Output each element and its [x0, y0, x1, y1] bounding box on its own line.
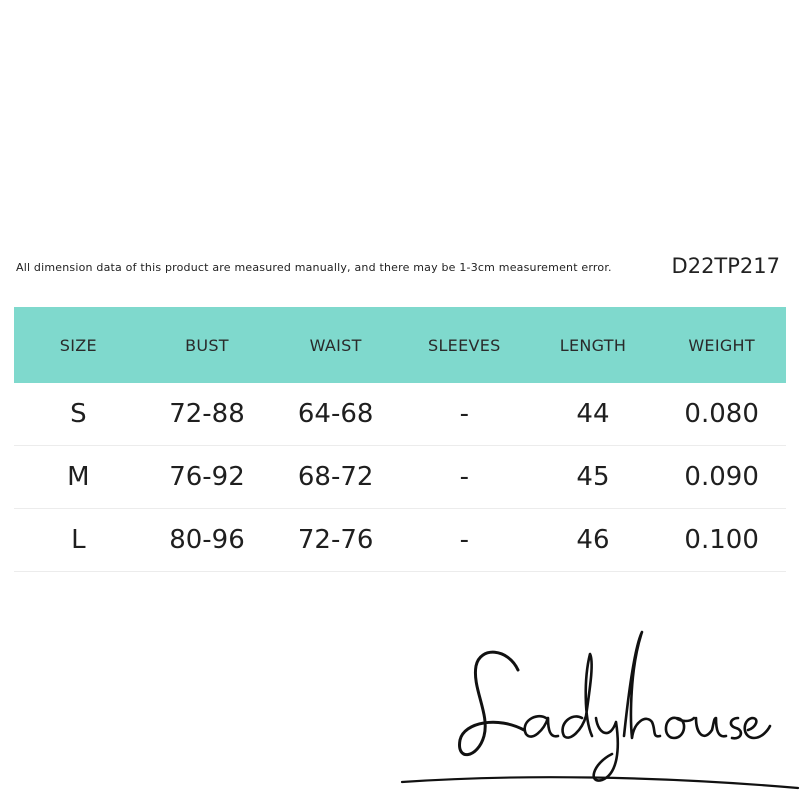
cell-waist: 72-76: [271, 509, 400, 572]
cell-sleeves: -: [400, 509, 529, 572]
cell-waist: 64-68: [271, 383, 400, 446]
table-row: [14, 446, 786, 509]
size-chart-table: [14, 307, 786, 572]
cell-length: 46: [529, 509, 658, 572]
cell-sleeves: -: [400, 446, 529, 509]
cell-size: M: [14, 446, 143, 509]
header-waist: WAIST: [271, 307, 400, 383]
table-row: [14, 383, 786, 446]
header-weight: WEIGHT: [657, 307, 786, 383]
cell-sleeves: -: [400, 383, 529, 446]
cell-bust: 72-88: [143, 383, 272, 446]
header-bust: BUST: [143, 307, 272, 383]
header-size: SIZE: [14, 307, 143, 383]
table-header-row: [14, 307, 786, 383]
cell-length: 44: [529, 383, 658, 446]
measurement-notice: All dimension data of this product are measured manually, and there may be 1-3cm measurement error.: [16, 261, 612, 274]
cell-size: L: [14, 509, 143, 572]
cell-bust: 76-92: [143, 446, 272, 509]
header-sleeves: SLEEVES: [400, 307, 529, 383]
header-length: LENGTH: [529, 307, 658, 383]
cell-weight: 0.090: [657, 446, 786, 509]
cell-waist: 68-72: [271, 446, 400, 509]
cell-weight: 0.080: [657, 383, 786, 446]
product-code: D22TP217: [671, 254, 780, 278]
table-row: [14, 509, 786, 572]
cell-bust: 80-96: [143, 509, 272, 572]
cell-size: S: [14, 383, 143, 446]
cell-length: 45: [529, 446, 658, 509]
cell-weight: 0.100: [657, 509, 786, 572]
brand-logo: [398, 618, 800, 800]
